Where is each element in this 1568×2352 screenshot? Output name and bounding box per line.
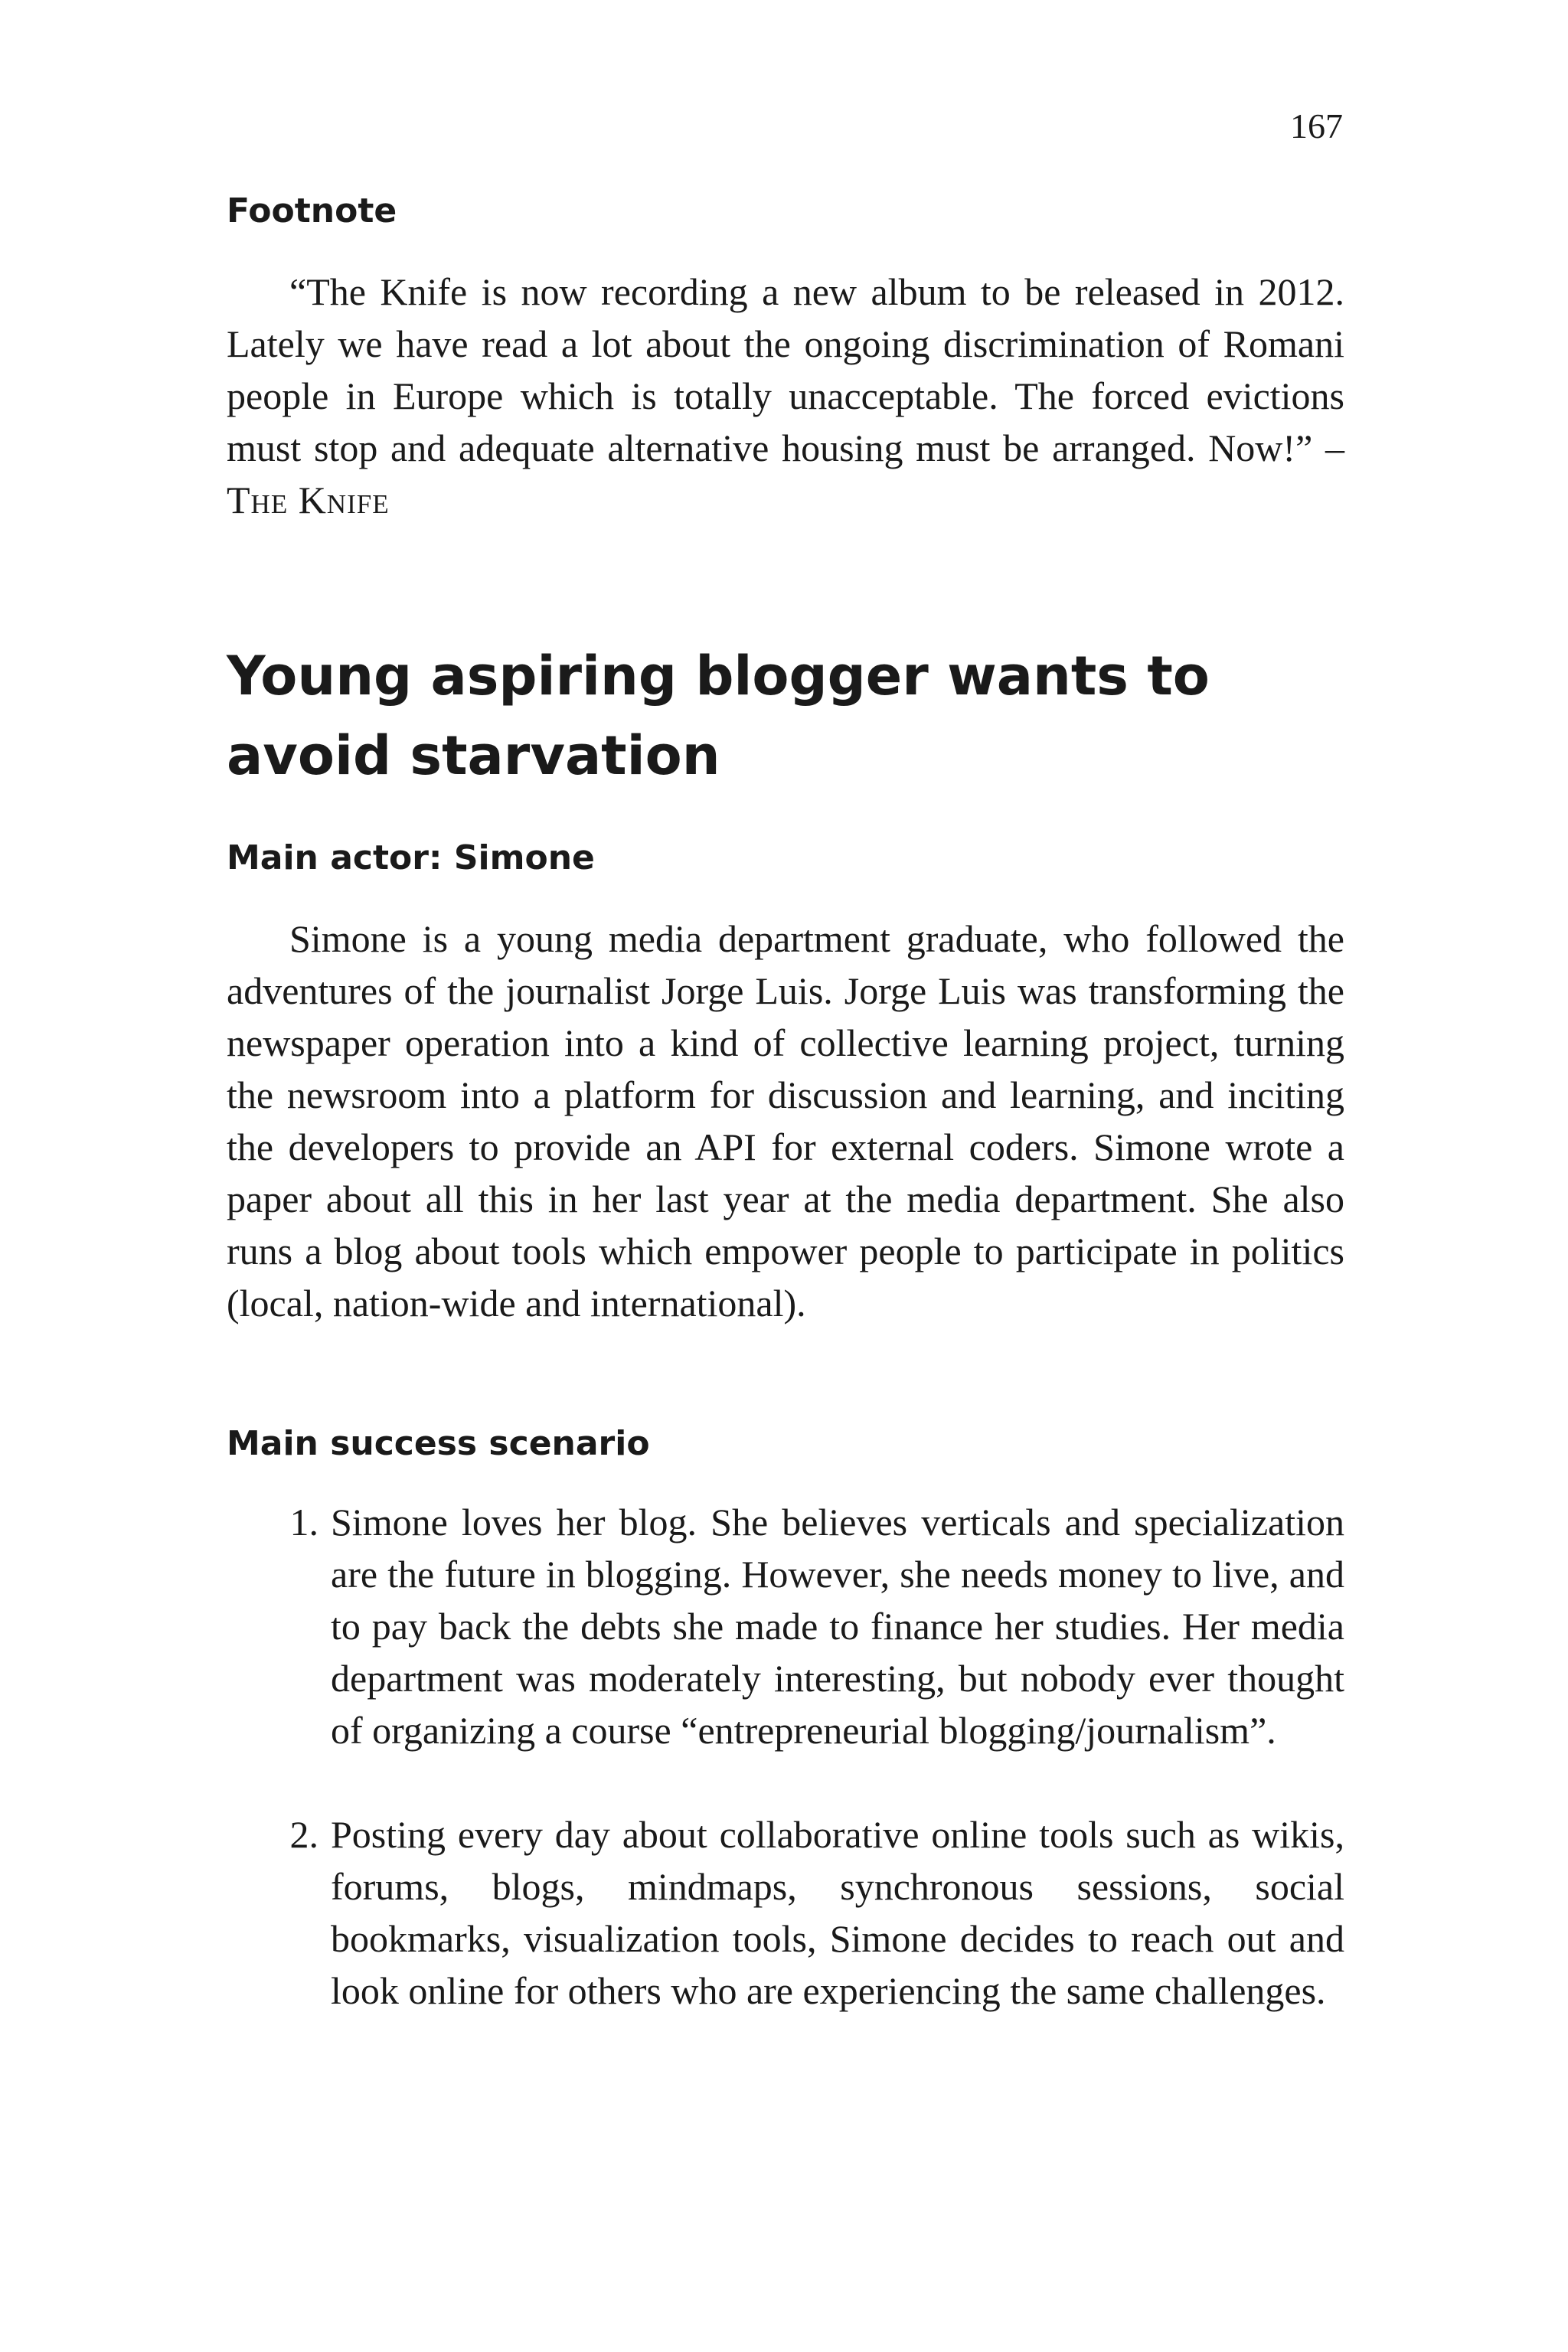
page-content <box>227 191 1344 2069</box>
step-text: Posting every day about collaborative online tools such as wikis, forums, blogs, mindmaps, synchronous sessions, social bookmarks, visualization tools, Simone decides to reach out and look online for others who are experiencing the same challenges. <box>331 1813 1344 2013</box>
footnote-quote-text: “The Knife is now recording a new album to be released in 2012. Lately we have read a lot about the ongoing discrimination of Romani people in Europe which is totally unacceptable. The forced evictions must stop and adequate alternative housing must be arranged. Now!” – <box>227 270 1344 469</box>
actor-heading: Main actor: Simone <box>227 838 595 877</box>
scenario-step <box>227 1496 1344 1756</box>
actor-paragraph: Simone is a young media department graduate, who followed the adventures of the journalist Jorge Luis. Jorge Luis was transforming the newspaper operation into a kind of collective learning project, turning the newsroom into a platform for discussion and learning, and inciting the developers to provide an API for external coders. Simone wrote a paper about all this in her last year at the media department. She also runs a blog about tools which empower people to participate in politics (local, nation-wide and international). <box>227 916 1344 1325</box>
step-number: 2. <box>289 1813 318 1857</box>
section-title: Young aspiring blogger wants to avoid starvation <box>227 644 1210 787</box>
scenario-heading: Main success scenario <box>227 1423 650 1463</box>
scenario-step <box>227 1808 1344 2017</box>
scenario-steps-list <box>227 1496 1344 2017</box>
page-number: 167 <box>1290 106 1343 145</box>
footnote-attribution: The Knife <box>227 478 390 521</box>
footnote-quote <box>227 266 1344 526</box>
step-number: 1. <box>289 1501 318 1544</box>
step-text: Simone loves her blog. She believes verticals and specialization are the future in blogging. However, she needs money to live, and to pay back the debts she made to finance her studies. Her media department was moderately interesting, but nobody ever thought of organizing a course “entrepreneurial blogging/journalism”. <box>331 1501 1344 1753</box>
footnote-heading: Footnote <box>227 191 397 230</box>
